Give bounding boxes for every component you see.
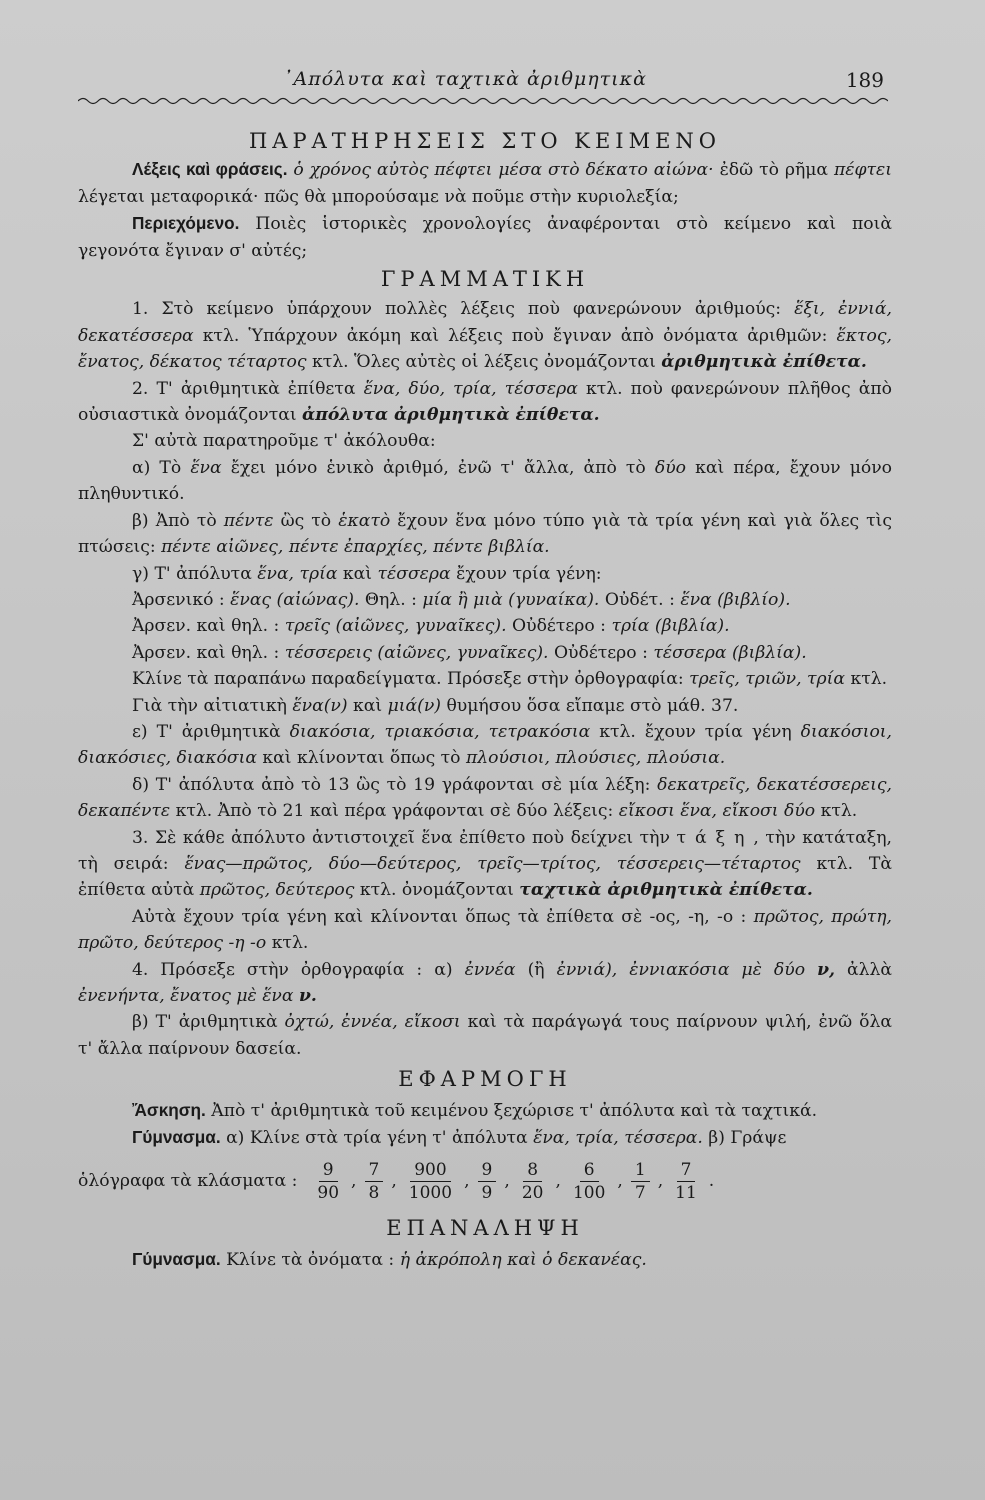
g1-italic2: ἕκτος, ἔνατος, δέκατος τέταρτος bbox=[78, 325, 892, 373]
g4-italic4: ἐνενήντα, ἔνατος μὲ ἕνα bbox=[78, 986, 294, 1006]
fraction bbox=[313, 1159, 343, 1204]
b-text2: ὣς τὸ bbox=[280, 510, 332, 531]
g2-term: ἀπόλυτα ἀριθμητικὰ ἐπίθετα. bbox=[302, 405, 600, 426]
e-text1: Γιὰ τὴν αἰτιατικὴ bbox=[132, 695, 287, 716]
page-content bbox=[78, 128, 892, 1273]
fraction-denominator: 1000 bbox=[408, 1182, 453, 1203]
accusative-note bbox=[78, 693, 892, 719]
g2-point-e bbox=[78, 719, 892, 772]
fractions-row: ὁλόγραφα τὰ κλάσματα : $\frac{9}{90}$ , $\frac{7}{8}$ , $\frac{900}{1000}$ , $\frac{9}{9}$ , $\frac{8}{20}$ , $\frac{6}{100}$ , $\frac{1}{7}$ , $\frac{7}{11}$ . bbox=[78, 1159, 715, 1203]
gymnasma-italic1: ἕνα, τρία, τέσσερα. bbox=[533, 1128, 703, 1149]
g3-spaced-word: τάξη bbox=[676, 827, 754, 848]
lexeis-label: Λέξεις καὶ φράσεις. bbox=[132, 159, 288, 180]
g2-text1: 2. Τ' ἀριθμητικὰ ἐπίθετα bbox=[132, 378, 356, 399]
fraction-denominator: 90 bbox=[317, 1182, 340, 1203]
g3s-italic1: πρῶτος, πρώτη, πρῶτο, δεύτερος -η -ο bbox=[78, 906, 892, 954]
g3-text3: κτλ. Τὰ ἐπίθετα αὐτὰ bbox=[78, 853, 892, 901]
fraction bbox=[478, 1159, 497, 1204]
g3-text4: κτλ. ὀνομάζονται bbox=[359, 880, 514, 901]
fraction-numerator: 7 bbox=[365, 1159, 384, 1182]
g-italic2: εἴκοσι ἕνα, εἴκοσι δύο bbox=[618, 801, 816, 822]
g2-point-c bbox=[78, 561, 892, 587]
lexeis-quote: ὁ χρόνος αὐτὸς πέφτει μέσα στὸ δέκατο αἰώνα· bbox=[293, 160, 714, 181]
g4-text3: ἀλλὰ bbox=[847, 959, 893, 980]
lexeis-text1: ἐδῶ τὸ ρῆμα bbox=[719, 160, 829, 181]
g4-italic2: ἐννιά), bbox=[556, 959, 618, 980]
f-text3: καὶ κλίνονται ὅπως τὸ bbox=[262, 748, 461, 769]
g2-intro: Σ' αὐτὰ παρατηροῦμε τ' ἀκόλουθα: bbox=[132, 431, 436, 452]
g1-italic1: ἕξι, ἐννιά, δεκατέσσερα bbox=[78, 299, 892, 346]
askisi-label: Ἄσκηση. bbox=[132, 1099, 206, 1120]
b-italic2: ἑκατὸ bbox=[338, 510, 391, 531]
g-text3: κτλ. bbox=[820, 801, 858, 822]
page-header bbox=[78, 68, 884, 98]
decline-examples bbox=[78, 666, 892, 692]
heading-efarmogi: ΕΦΑΡΜΟΓΗ bbox=[398, 1067, 572, 1092]
g-text1: δ) Τ' ἀπόλυτα ἀπὸ τὸ 13 ὣς τὸ 19 γράφονται σὲ μία λέξη: bbox=[132, 774, 651, 795]
fraction-numerator: 9 bbox=[478, 1159, 497, 1182]
askisi-paragraph bbox=[78, 1097, 892, 1124]
a-italic1: ἕνα bbox=[190, 457, 222, 478]
c3-italic1: τέσσερεις (αἰῶνες, γυναῖκες). bbox=[284, 642, 549, 663]
a-text1: α) Τὸ bbox=[132, 457, 182, 478]
c-italic1: ἕνα, τρία bbox=[257, 563, 338, 584]
gymnasma-paragraph bbox=[78, 1124, 892, 1151]
fraction-denominator: 8 bbox=[368, 1182, 380, 1203]
fraction bbox=[569, 1159, 609, 1204]
d-italic1: τρεῖς, τριῶν, τρία bbox=[689, 669, 845, 690]
c3-text2: Οὐδέτερο : bbox=[553, 642, 648, 663]
g4-italic3: ἐννιακόσια μὲ δύο bbox=[629, 959, 806, 980]
heading-paratiriseis: ΠΑΡΑΤΗΡΗΣΕΙΣ ΣΤΟ ΚΕΙΜΕΝΟ bbox=[248, 129, 722, 153]
c1-italic2: μία ἢ μιὰ (γυναίκα). bbox=[422, 589, 600, 610]
g3-term: ταχτικὰ ἀριθμητικὰ ἐπίθετα. bbox=[519, 880, 813, 901]
g2-italic1: ἕνα, δύο, τρία, τέσσερα bbox=[363, 378, 578, 399]
g1-term: ἀριθμητικὰ ἐπίθετα. bbox=[661, 352, 867, 373]
g4s-italic1: ὀχτώ, ἐννέα, εἴκοσι bbox=[284, 1012, 461, 1033]
fraction bbox=[631, 1159, 650, 1204]
heading-epanalipsi: ΕΠΑΝΑΛΗΨΗ bbox=[386, 1216, 584, 1241]
fraction-denominator: 20 bbox=[521, 1182, 544, 1203]
g2-point-a bbox=[78, 455, 892, 508]
g1-text2: κτλ. Ὑπάρχουν ἀκόμη καὶ λέξεις ποὺ ἔγιναν ἀπὸ ὀνόματα ἀριθμῶν: bbox=[202, 325, 828, 346]
g3s-text1: Αὐτὰ ἔχουν τρία γένη καὶ κλίνονται ὅπως τὰ ἐπίθετα σὲ -ος, -η, -ο : bbox=[132, 906, 747, 927]
gender-row-1 bbox=[78, 587, 892, 613]
fraction bbox=[518, 1159, 548, 1204]
g3s-text2: κτλ. bbox=[271, 933, 309, 954]
g2-point-b bbox=[78, 508, 892, 561]
c-text2: καὶ bbox=[342, 563, 373, 584]
epanalipsi-text1: Κλίνε τὰ ὀνόματα : bbox=[226, 1249, 395, 1270]
fraction-numerator: 7 bbox=[677, 1159, 696, 1182]
f-italic1: διακόσια, τριακόσια, τετρακόσια bbox=[289, 721, 591, 742]
c-text3: ἔχουν τρία γένη: bbox=[456, 563, 602, 584]
g2-point-d bbox=[78, 772, 892, 825]
fraction-numerator: 900 bbox=[410, 1159, 450, 1182]
grammar-4-second bbox=[78, 1009, 892, 1062]
e-italic2: μιά(ν) bbox=[387, 695, 441, 716]
fraction-numerator: 8 bbox=[523, 1159, 542, 1182]
grammar-2 bbox=[78, 376, 892, 429]
page-number: 189 bbox=[845, 68, 884, 92]
g2-text2: κτλ. ποὺ φανερώνουν πλῆθος ἀπὸ οὐσιαστικὰ ὀνομάζονται bbox=[78, 378, 892, 426]
askisi-text: Ἀπὸ τ' ἀριθμητικὰ τοῦ κειμένου ξεχώρισε τ' ἀπόλυτα καὶ τὰ ταχτικά. bbox=[211, 1100, 818, 1121]
periexomeno-text: Ποιὲς ἱστορικὲς χρονολογίες ἀναφέρονται στὸ κείμενο καὶ ποιὰ γεγονότα ἔγιναν σ' αὐτές; bbox=[78, 214, 893, 261]
running-title: ᾿Απόλυτα καὶ ταχτικὰ ἀριθμητικὰ bbox=[283, 68, 647, 90]
d-text2: κτλ. bbox=[850, 669, 888, 690]
wavy-rule bbox=[78, 96, 888, 106]
fraction-numerator: 6 bbox=[580, 1159, 599, 1182]
g3-italic1: ἕνας—πρῶτος, δύο—δεύτερος, τρεῖς—τρίτος, τέσσερεις—τέταρτος bbox=[184, 853, 801, 874]
fraction-denominator: 100 bbox=[572, 1182, 606, 1203]
f-text2: κτλ. ἔχουν τρία γένη bbox=[599, 721, 792, 742]
b-italic3: πέντε αἰῶνες, πέντε ἐπαρχίες, πέντε βιβλία. bbox=[161, 537, 550, 558]
g4-bold2: ν. bbox=[298, 986, 317, 1006]
fraction-denominator: 11 bbox=[675, 1182, 697, 1203]
c-text1: γ) Τ' ἀπόλυτα bbox=[132, 563, 252, 584]
g-italic1: δεκατρεῖς, δεκατέσσερεις, δεκαπέντε bbox=[78, 774, 892, 822]
g4-text1: 4. Πρόσεξε στὴν ὀρθογραφία : α) bbox=[132, 959, 453, 980]
epanalipsi-label: Γύμνασμα. bbox=[132, 1248, 221, 1269]
f-italic3: πλούσιοι, πλούσιες, πλούσια. bbox=[465, 748, 726, 769]
a-italic2: δύο bbox=[654, 457, 686, 478]
c1-italic3: ἕνα (βιβλίο). bbox=[680, 589, 791, 610]
grammar-3-second bbox=[78, 904, 892, 957]
d-text1: Κλίνε τὰ παραπάνω παραδείγματα. Πρόσεξε στὴν ὀρθογραφία: bbox=[132, 669, 684, 690]
grammar-3 bbox=[78, 825, 892, 904]
c2-text2: Οὐδέτερο : bbox=[512, 616, 606, 637]
g4-bold1: ν, bbox=[817, 959, 835, 980]
lexeis-text2: λέγεται μεταφορικά· πῶς θὰ μπορούσαμε νὰ ποῦμε στὴν κυριολεξία; bbox=[78, 186, 679, 207]
e-text2: καὶ bbox=[353, 695, 383, 716]
lexeis-paragraph bbox=[78, 156, 892, 210]
epanalipsi-gymnasma bbox=[78, 1246, 892, 1273]
fraction-denominator: 7 bbox=[634, 1182, 646, 1203]
gymnasma-text1: α) Κλίνε στὰ τρία γένη τ' ἀπόλυτα bbox=[226, 1128, 528, 1149]
grammar-4 bbox=[78, 957, 892, 1010]
c2-text1: Ἀρσεν. καὶ θηλ. : bbox=[132, 616, 280, 637]
fraction-numerator: 1 bbox=[631, 1159, 650, 1182]
a-text2: ἔχει μόνο ἑνικὸ ἀριθμό, ἐνῶ τ' ἄλλα, ἀπὸ τὸ bbox=[230, 457, 646, 478]
fraction bbox=[671, 1159, 701, 1204]
c1-text1: Ἀρσενικό : bbox=[132, 589, 225, 610]
gender-row-3 bbox=[78, 640, 892, 666]
fractions-label: ὁλόγραφα τὰ κλάσματα : bbox=[78, 1171, 298, 1192]
grammar-1 bbox=[78, 296, 892, 375]
g4s-text2: καὶ τὰ παράγωγά τους παίρνουν ψιλή, ἐνῶ ὅλα τ' ἄλλα παίρνουν δασεία. bbox=[78, 1012, 892, 1059]
gymnasma-label: Γύμνασμα. bbox=[132, 1127, 221, 1148]
g4-italic1: ἐννέα bbox=[464, 959, 516, 980]
b-italic1: πέντε bbox=[223, 510, 274, 531]
gymnasma-text2: β) Γράψε bbox=[708, 1128, 787, 1149]
c1-italic1: ἕνας (αἰώνας). bbox=[230, 589, 360, 610]
c1-text3: Οὐδέτ. : bbox=[604, 589, 675, 610]
fraction-denominator: 9 bbox=[481, 1182, 493, 1203]
periexomeno-paragraph bbox=[78, 210, 892, 264]
c-italic2: τέσσερα bbox=[377, 563, 451, 584]
a-text3: καὶ πέρα, ἔχουν μόνο πληθυντικό. bbox=[78, 457, 893, 505]
periexomeno-label: Περιεχόμενο. bbox=[132, 213, 240, 234]
e-text3: θυμήσου ὅσα εἴπαμε στὸ μάθ. 37. bbox=[446, 695, 739, 716]
g4-text2: (ἢ bbox=[527, 959, 545, 980]
fraction-numerator: 9 bbox=[319, 1159, 338, 1182]
g-text2: κτλ. Ἀπὸ τὸ 21 καὶ πέρα γράφονται σὲ δύο λέξεις: bbox=[175, 801, 614, 822]
f-italic2: διακόσιοι, διακόσιες, διακόσια bbox=[78, 721, 892, 769]
lexeis-word: πέφτει bbox=[833, 160, 893, 181]
g1-text3: κτλ. Ὅλες αὐτὲς οἱ λέξεις ὀνομάζονται bbox=[311, 352, 656, 373]
g3-text2: , τὴν κατάταξη, τὴ σειρά: bbox=[78, 827, 893, 874]
g3-text1: 3. Σὲ κάθε ἀπόλυτο ἀντιστοιχεῖ ἕνα ἐπίθετο ποὺ δείχνει τὴν bbox=[132, 827, 670, 848]
g1-text1: 1. Στὸ κείμενο ὑπάρχουν πολλὲς λέξεις ποὺ φανερώνουν ἀριθμούς: bbox=[132, 299, 782, 320]
b-text3: ἔχουν ἕνα μόνο τύπο γιὰ τὰ τρία γένη καὶ γιὰ ὅλες τὶς πτώσεις: bbox=[78, 510, 893, 558]
fraction bbox=[365, 1159, 384, 1204]
c2-italic1: τρεῖς (αἰῶνες, γυναῖκες). bbox=[284, 616, 507, 637]
heading-grammatiki: ΓΡΑΜΜΑΤΙΚΗ bbox=[380, 267, 590, 292]
c3-text1: Ἀρσεν. καὶ θηλ. : bbox=[132, 642, 280, 663]
c1-text2: Θηλ. : bbox=[364, 589, 417, 610]
b-text1: β) Ἀπὸ τὸ bbox=[132, 510, 217, 531]
g4s-text1: β) Τ' ἀριθμητικὰ bbox=[132, 1012, 278, 1033]
fraction bbox=[405, 1159, 456, 1204]
g3-italic2: πρῶτος, δεύτερος bbox=[199, 880, 355, 901]
c3-italic2: τέσσερα (βιβλία). bbox=[653, 642, 807, 663]
c2-italic2: τρία (βιβλία). bbox=[611, 616, 730, 637]
f-text1: ε) Τ' ἀριθμητικὰ bbox=[132, 721, 281, 742]
e-italic1: ἕνα(ν) bbox=[292, 695, 348, 716]
epanalipsi-italic1: ἡ ἀκρόπολη καὶ ὁ δεκανέας. bbox=[399, 1249, 647, 1270]
gender-row-2 bbox=[78, 613, 892, 639]
